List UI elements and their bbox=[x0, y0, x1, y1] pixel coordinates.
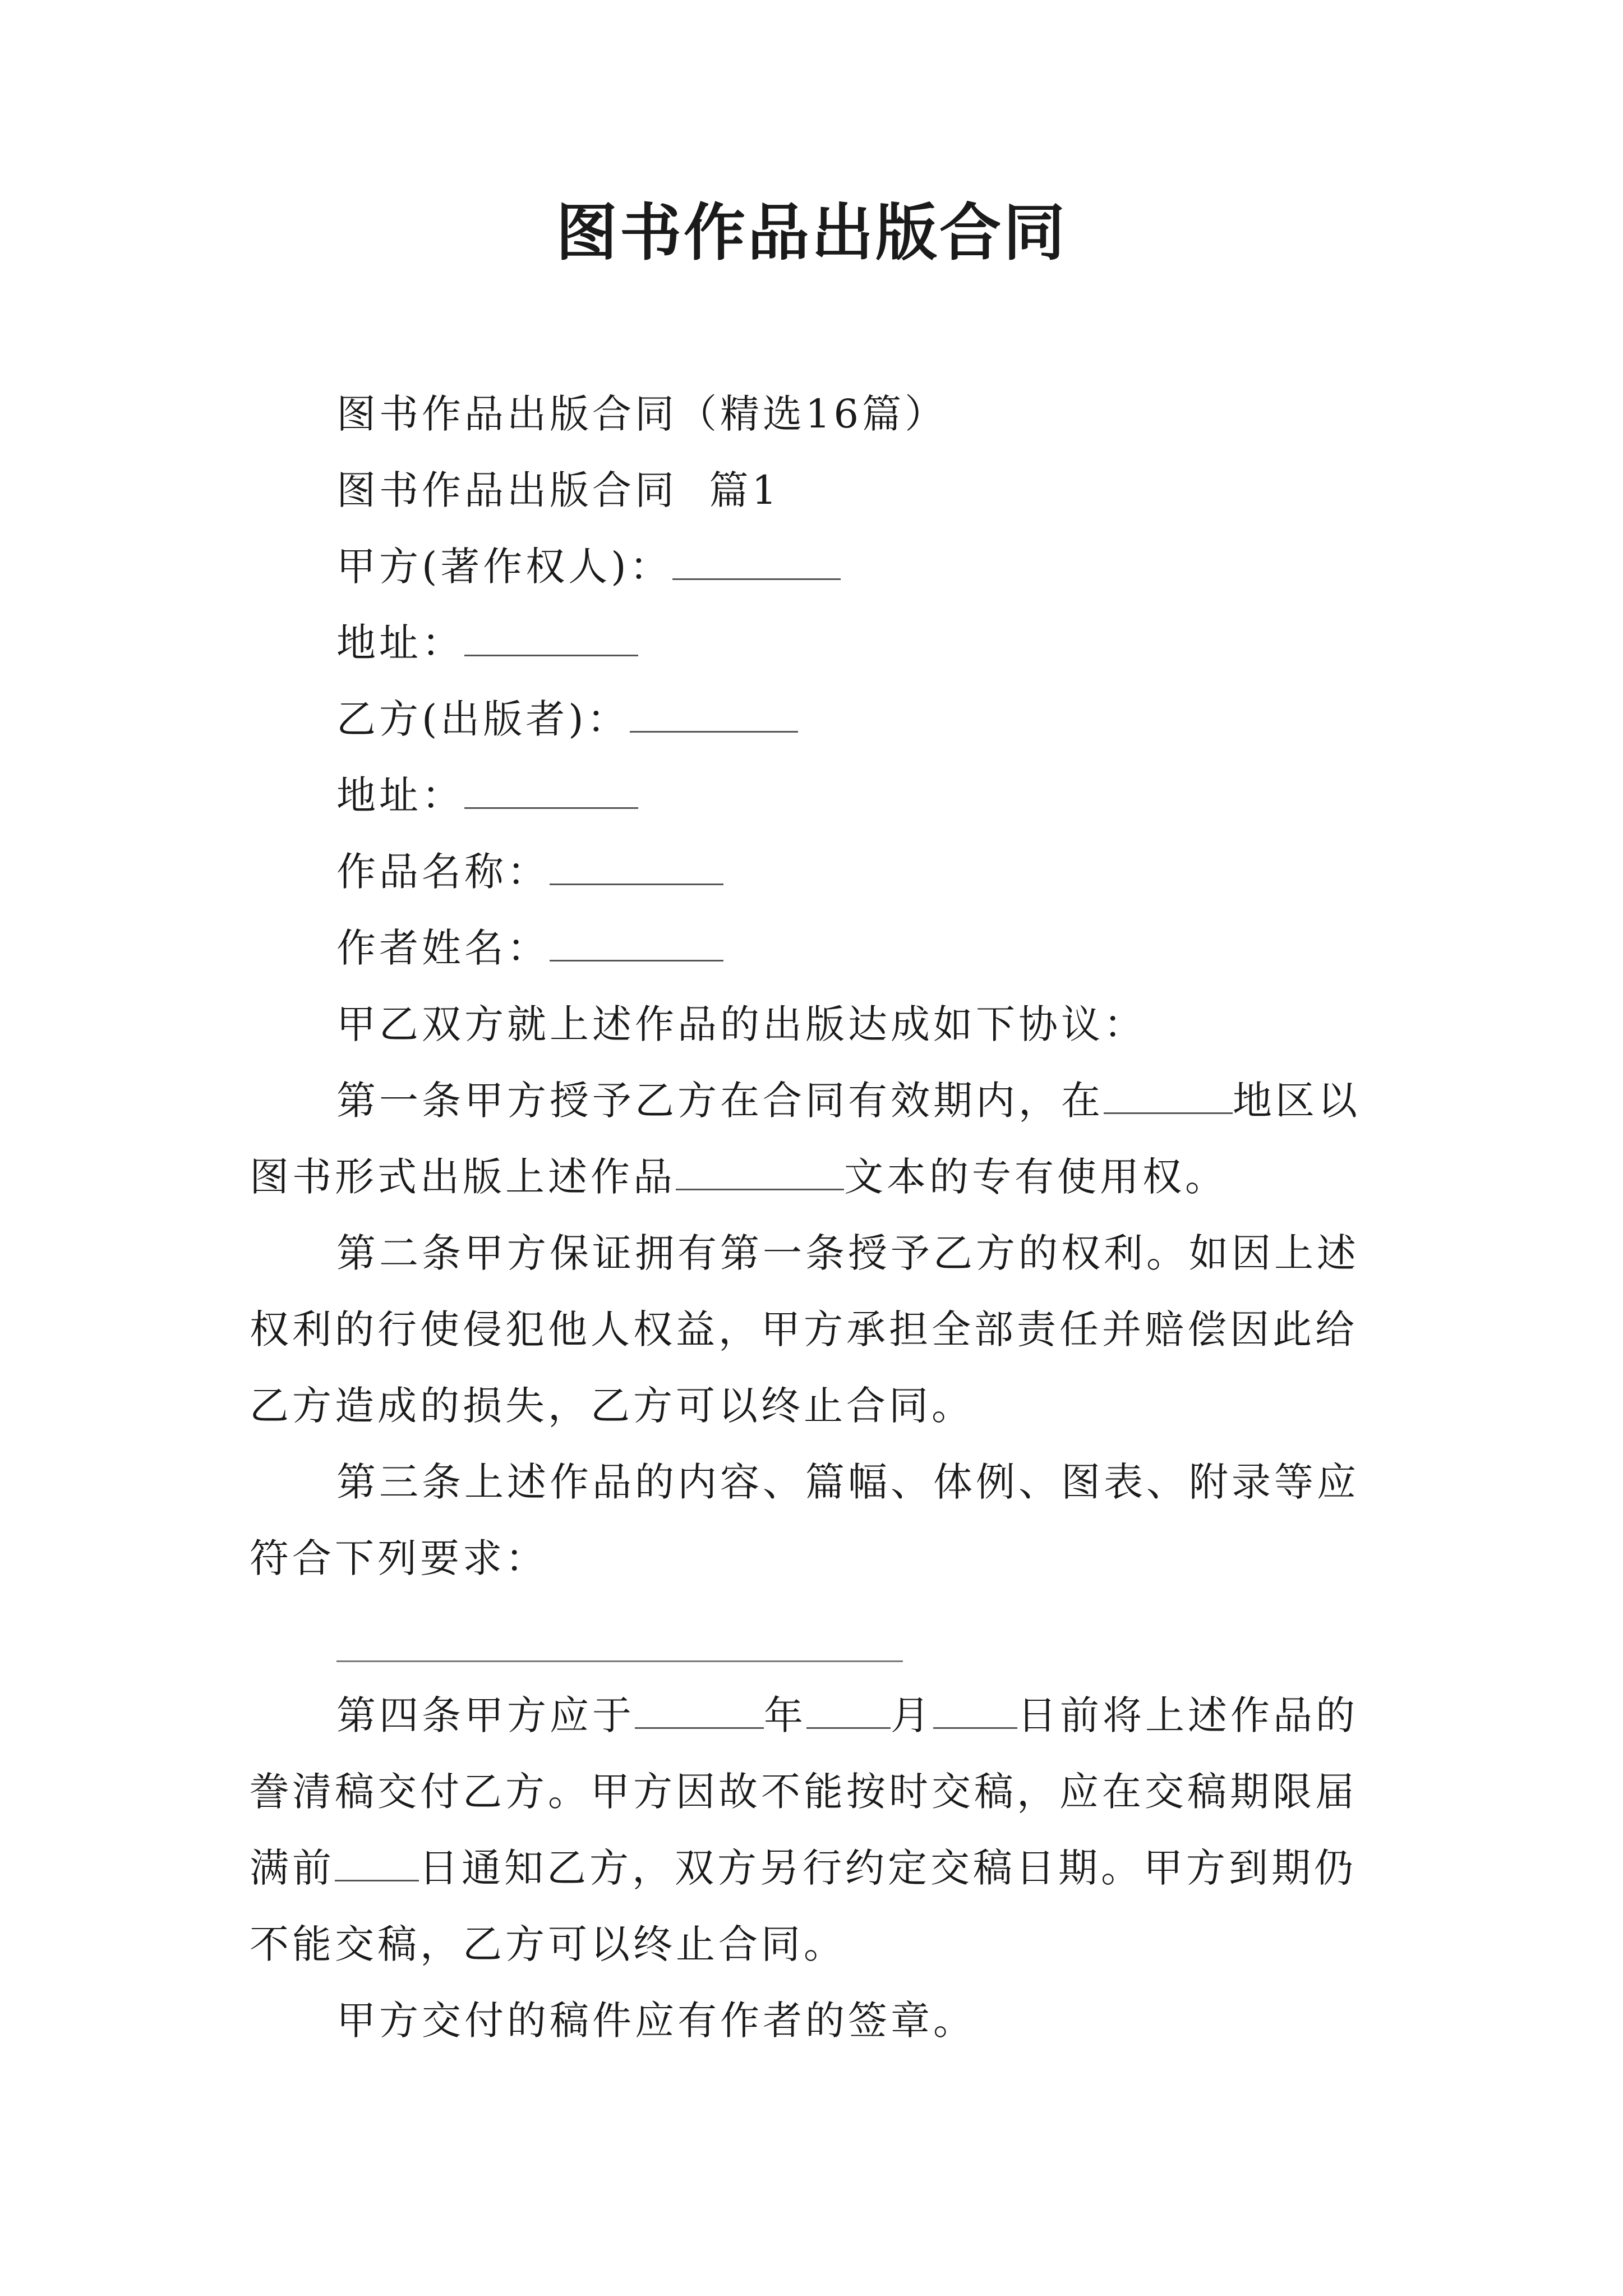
work-name-blank bbox=[550, 853, 723, 885]
article1-text-c: 图书形式出版上述作品 bbox=[250, 1154, 676, 1200]
agreement-intro: 甲乙双方就上述作品的出版达成如下协议： bbox=[336, 1001, 1146, 1047]
article4-day-blank bbox=[933, 1696, 1017, 1729]
article4-text-e: 满前 bbox=[250, 1845, 335, 1891]
signature-note: 甲方交付的稿件应有作者的签章。 bbox=[336, 1998, 976, 2044]
party-b-address-blank bbox=[464, 776, 638, 809]
article4-year-blank bbox=[635, 1696, 764, 1729]
party-a-address-row bbox=[336, 615, 638, 671]
article2-line2: 权利的行使侵犯他人权益，甲方承担全部责任并赔偿因此给 bbox=[250, 1306, 1358, 1352]
article1-line2 bbox=[250, 1149, 1228, 1205]
document-title: 图书作品出版合同 bbox=[556, 196, 1067, 269]
article4-text-d: 日前将上述作品的 bbox=[1017, 1692, 1358, 1738]
article3-line2: 符合下列要求： bbox=[250, 1535, 548, 1581]
article2-line3: 乙方造成的损失，乙方可以终止合同。 bbox=[250, 1383, 974, 1429]
article4-line4: 不能交稿，乙方可以终止合同。 bbox=[250, 1921, 846, 1967]
article4-line3 bbox=[250, 1840, 1357, 1896]
party-b-address-label: 地址： bbox=[336, 772, 464, 818]
requirements-blank-line bbox=[336, 1660, 903, 1662]
article1-text-a: 第一条甲方授予乙方在合同有效期内，在 bbox=[336, 1078, 1104, 1124]
article3-line1: 第三条上述作品的内容、篇幅、体例、图表、附录等应 bbox=[336, 1459, 1359, 1505]
article4-text-a: 第四条甲方应于 bbox=[336, 1692, 635, 1738]
article1-text-d: 文本的专有使用权。 bbox=[844, 1154, 1228, 1200]
party-b-address-row bbox=[336, 767, 638, 823]
party-b-label: 乙方(出版者)： bbox=[336, 696, 630, 742]
article4-month-blank bbox=[806, 1696, 891, 1729]
article1-region-blank bbox=[1104, 1082, 1233, 1114]
author-name-label: 作者姓名： bbox=[336, 925, 550, 971]
article1-text-b: 地区以 bbox=[1233, 1078, 1361, 1124]
party-a-blank bbox=[672, 547, 841, 580]
article4-month-label: 月 bbox=[891, 1692, 933, 1738]
article1-line1 bbox=[336, 1073, 1361, 1129]
article4-text-f: 日通知乙方，双方另行约定交稿日期。甲方到期仍 bbox=[419, 1845, 1357, 1891]
party-b-blank bbox=[630, 700, 798, 733]
work-name-label: 作品名称： bbox=[336, 849, 550, 895]
author-name-row bbox=[336, 920, 723, 976]
article4-year-label: 年 bbox=[764, 1692, 806, 1738]
article4-notice-days-blank bbox=[335, 1849, 419, 1881]
party-a-address-blank bbox=[464, 624, 638, 656]
party-a-row bbox=[336, 539, 841, 595]
document-subtitle: 图书作品出版合同（精选16篇） bbox=[336, 391, 948, 437]
article4-line1 bbox=[336, 1687, 1358, 1743]
article4-line2: 誊清稿交付乙方。甲方因故不能按时交稿，应在交稿期限届 bbox=[250, 1769, 1358, 1815]
work-name-row bbox=[336, 844, 723, 900]
article1-work-blank bbox=[676, 1158, 844, 1190]
section-heading: 图书作品出版合同 篇1 bbox=[336, 467, 781, 513]
party-b-row bbox=[336, 691, 798, 747]
party-a-label: 甲方(著作权人)： bbox=[336, 544, 672, 590]
article2-line1: 第二条甲方保证拥有第一条授予乙方的权利。如因上述 bbox=[336, 1230, 1359, 1276]
author-name-blank bbox=[550, 929, 723, 961]
party-a-address-label: 地址： bbox=[336, 620, 464, 666]
